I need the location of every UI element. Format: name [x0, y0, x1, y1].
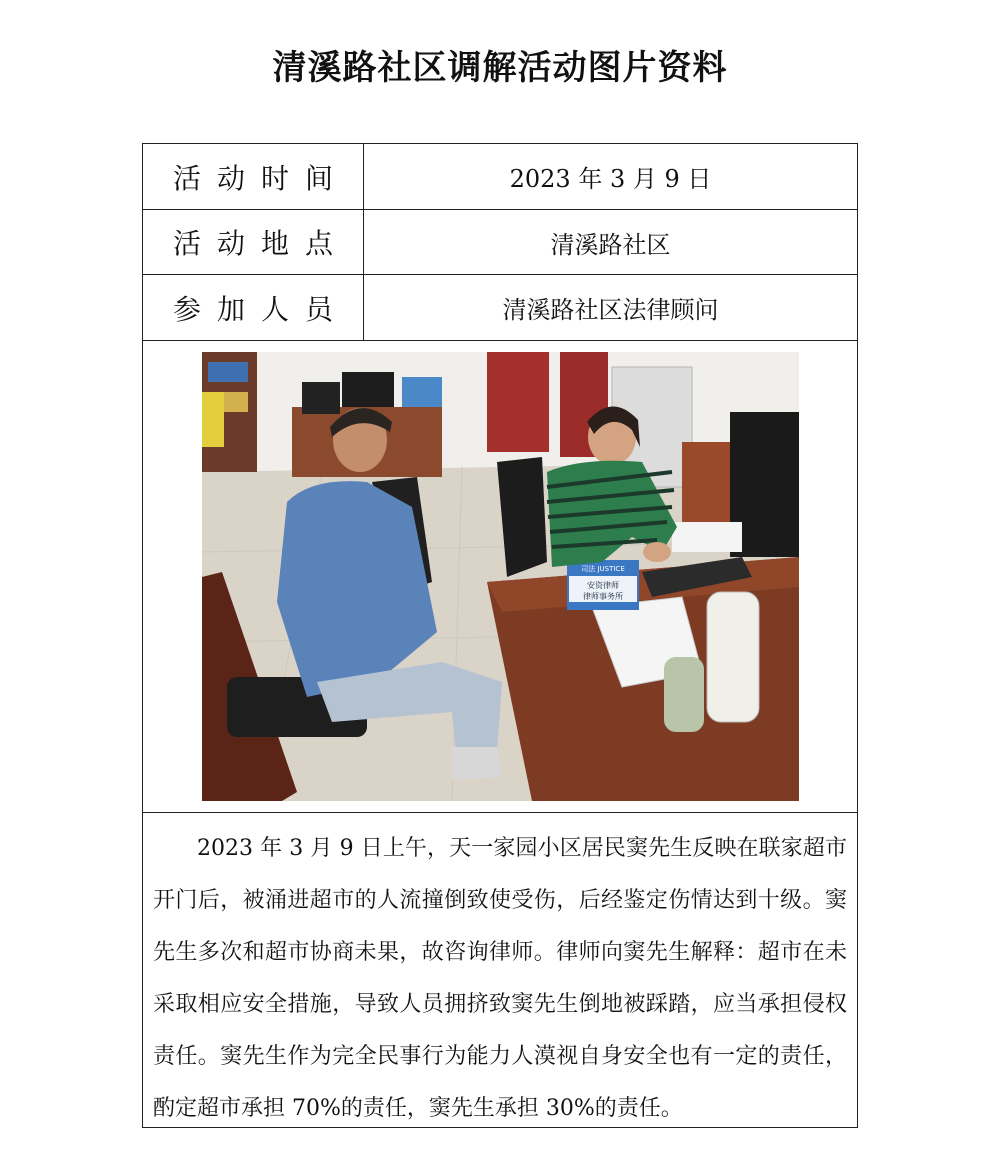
- photo-door: [487, 352, 549, 452]
- row-participants: [143, 275, 857, 341]
- value-participants: 清溪路社区法律顾问: [502, 296, 719, 324]
- label-activity-time: 活动时间: [143, 144, 364, 209]
- svg-text:律师事务所: 律师事务所: [583, 592, 623, 601]
- svg-text:安资律师: 安资律师: [587, 581, 619, 590]
- value-activity-time: 2023 年 3 月 9 日: [509, 165, 712, 193]
- event-description-text: 2023 年 3 月 9 日上午，天一家园小区居民窦先生反映在联家超市开门后，被涌进超市的人流撞倒致使受伤，后经鉴定伤情达到十级。窦先生多次和超市协商未果，故咨询律师。律师向窦先生解释：超市在未采取相应安全措施，导致人员拥挤致窦先生倒地被踩踏，应当承担侵权责任。窦先生作为完全民事行为能力人漠视自身安全也有一定的责任，酌定超市承担 70%的责任，窦先生承担 30%的责任。: [153, 836, 847, 1121]
- activity-record-table: [142, 143, 858, 1128]
- photo-name-sign: [567, 560, 639, 610]
- row-activity-location: [143, 210, 857, 275]
- label-participants: 参加人员: [143, 275, 364, 340]
- label-activity-location: 活动地点: [143, 210, 364, 274]
- consultation-photo: [202, 352, 799, 801]
- photo-bottle: [707, 592, 759, 722]
- value-activity-location: 清溪路社区: [550, 230, 671, 259]
- row-activity-time: [143, 144, 857, 210]
- document-title: 清溪路社区调解活动图片资料: [272, 48, 728, 88]
- svg-text:司法 JUSTICE: 司法 JUSTICE: [581, 565, 625, 573]
- event-description: [143, 813, 857, 1127]
- photo-cup: [664, 657, 704, 732]
- photo-row: [143, 341, 857, 813]
